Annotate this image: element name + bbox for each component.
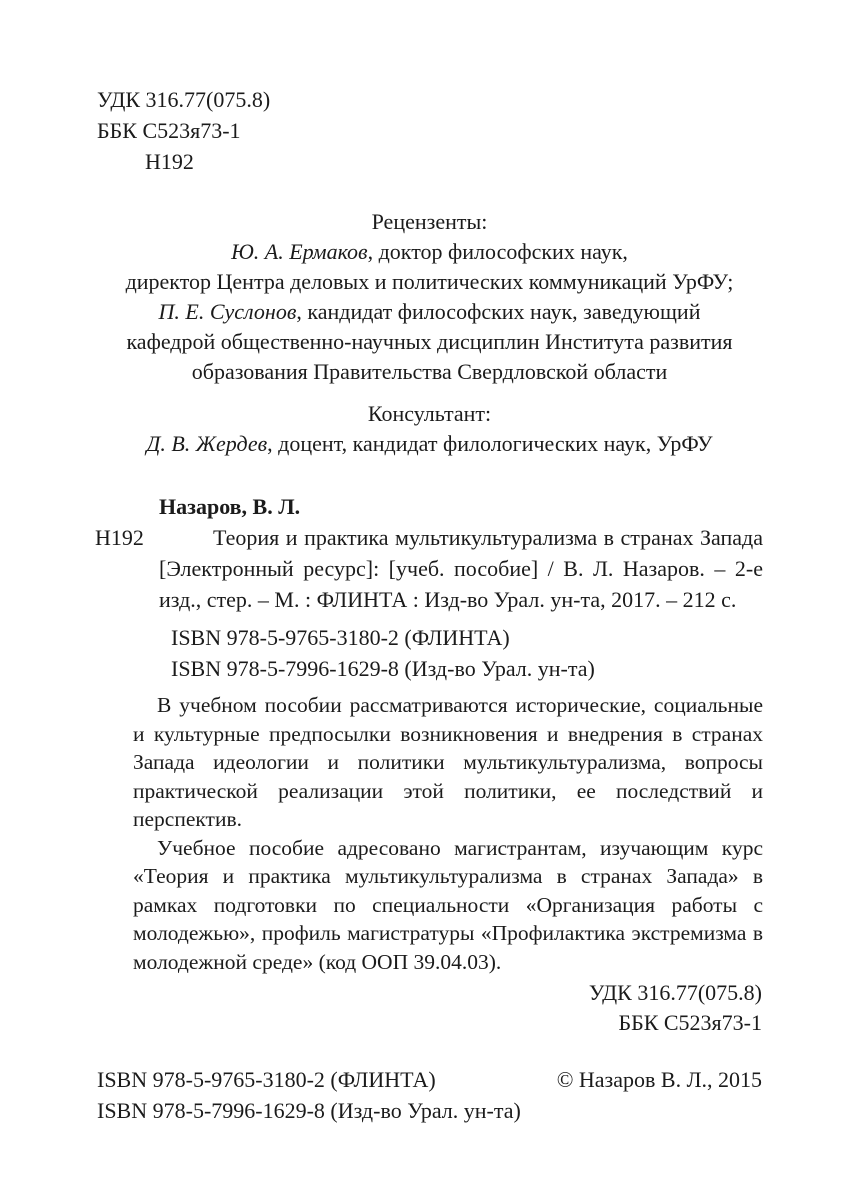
udk-bottom: УДК 316.77(075.8) [588, 980, 762, 1005]
reviewer-2-line-3: образования Правительства Свердловской области [191, 359, 668, 384]
catalog-card [97, 491, 762, 684]
reviewer-2-line-2: кафедрой общественно-научных дисциплин Института развития [126, 329, 733, 354]
reviewers-heading: Рецензенты: [371, 209, 488, 234]
isbn-flinta: ISBN 978-5-9765-3180-2 (ФЛИНТА) [171, 625, 510, 650]
catalog-entry [97, 522, 762, 615]
copyright-notice: © Назаров В. Л., 2015 [556, 1067, 762, 1092]
catalog-author: Назаров, В. Л. [159, 494, 301, 519]
reviewer-1-name: Ю. А. Ермаков [231, 239, 368, 264]
consultant-degree: , доцент, кандидат филологических наук, УрФУ [267, 431, 713, 456]
udk-top: УДК 316.77(075.8) [97, 87, 271, 112]
annotation-block [133, 691, 763, 976]
footer-isbn-flinta: ISBN 978-5-9765-3180-2 (ФЛИНТА) [97, 1067, 436, 1092]
isbn-block [171, 622, 762, 684]
bbk-bottom: ББК С523я73-1 [618, 1010, 762, 1035]
footer-isbn-block [97, 1064, 521, 1126]
bibliographic-description: Теория и практика мультикультурализма в странах Запада [Электронный ресурс]: [учеб. пособие] / В. Л. Назаров. – 2-е изд., стер. – М. : ФЛИНТА : Изд-во Урал. ун-та, 2017. – 212 с. [159, 525, 763, 612]
footer-block [97, 1064, 762, 1126]
consultant-name: Д. В. Жердев [146, 431, 268, 456]
author-sign-card: Н192 [95, 525, 144, 550]
bottom-classification-block [97, 978, 762, 1038]
footer-isbn-ural: ISBN 978-5-7996-1629-8 (Изд-во Урал. ун-та) [97, 1098, 521, 1123]
consultant-heading: Консультант: [367, 401, 492, 426]
reviewer-1-degree: , доктор философских наук, [367, 239, 628, 264]
consultant-block [97, 399, 762, 459]
reviewer-1-line-1 [97, 237, 762, 267]
reviewer-2-line-1 [97, 297, 762, 327]
isbn-ural: ISBN 978-5-7996-1629-8 (Изд-во Урал. ун-та) [171, 656, 595, 681]
bbk-top: ББК С523я73-1 [97, 118, 241, 143]
annotation-paragraph-1: В учебном пособии рассматриваются исторические, социальные и культурные предпосылки возникновения и внедрения в странах Запада идеологии и политики мультикультурализма, вопросы практической реализации этой политики, ее последствий и перспектив. [133, 693, 763, 831]
top-classification-block [97, 84, 762, 177]
author-sign-top: Н192 [145, 149, 194, 174]
reviewer-2-degree: , кандидат философских наук, заведующий [296, 299, 701, 324]
reviewer-2-name: П. Е. Суслонов [158, 299, 297, 324]
reviewers-block [97, 207, 762, 387]
annotation-paragraph-2: Учебное пособие адресовано магистрантам, изучающим курс «Теория и практика мультикультурализма в странах Запада» в рамках подготовки по специальности «Организация работы с молодежью», профиль магистратуры «Профилактика экстремизма в молодежной среде» (код ООП 39.04.03). [133, 835, 763, 974]
reviewer-1-line-2: директор Центра деловых и политических коммуникаций УрФУ; [125, 269, 734, 294]
consultant-line [97, 429, 762, 459]
